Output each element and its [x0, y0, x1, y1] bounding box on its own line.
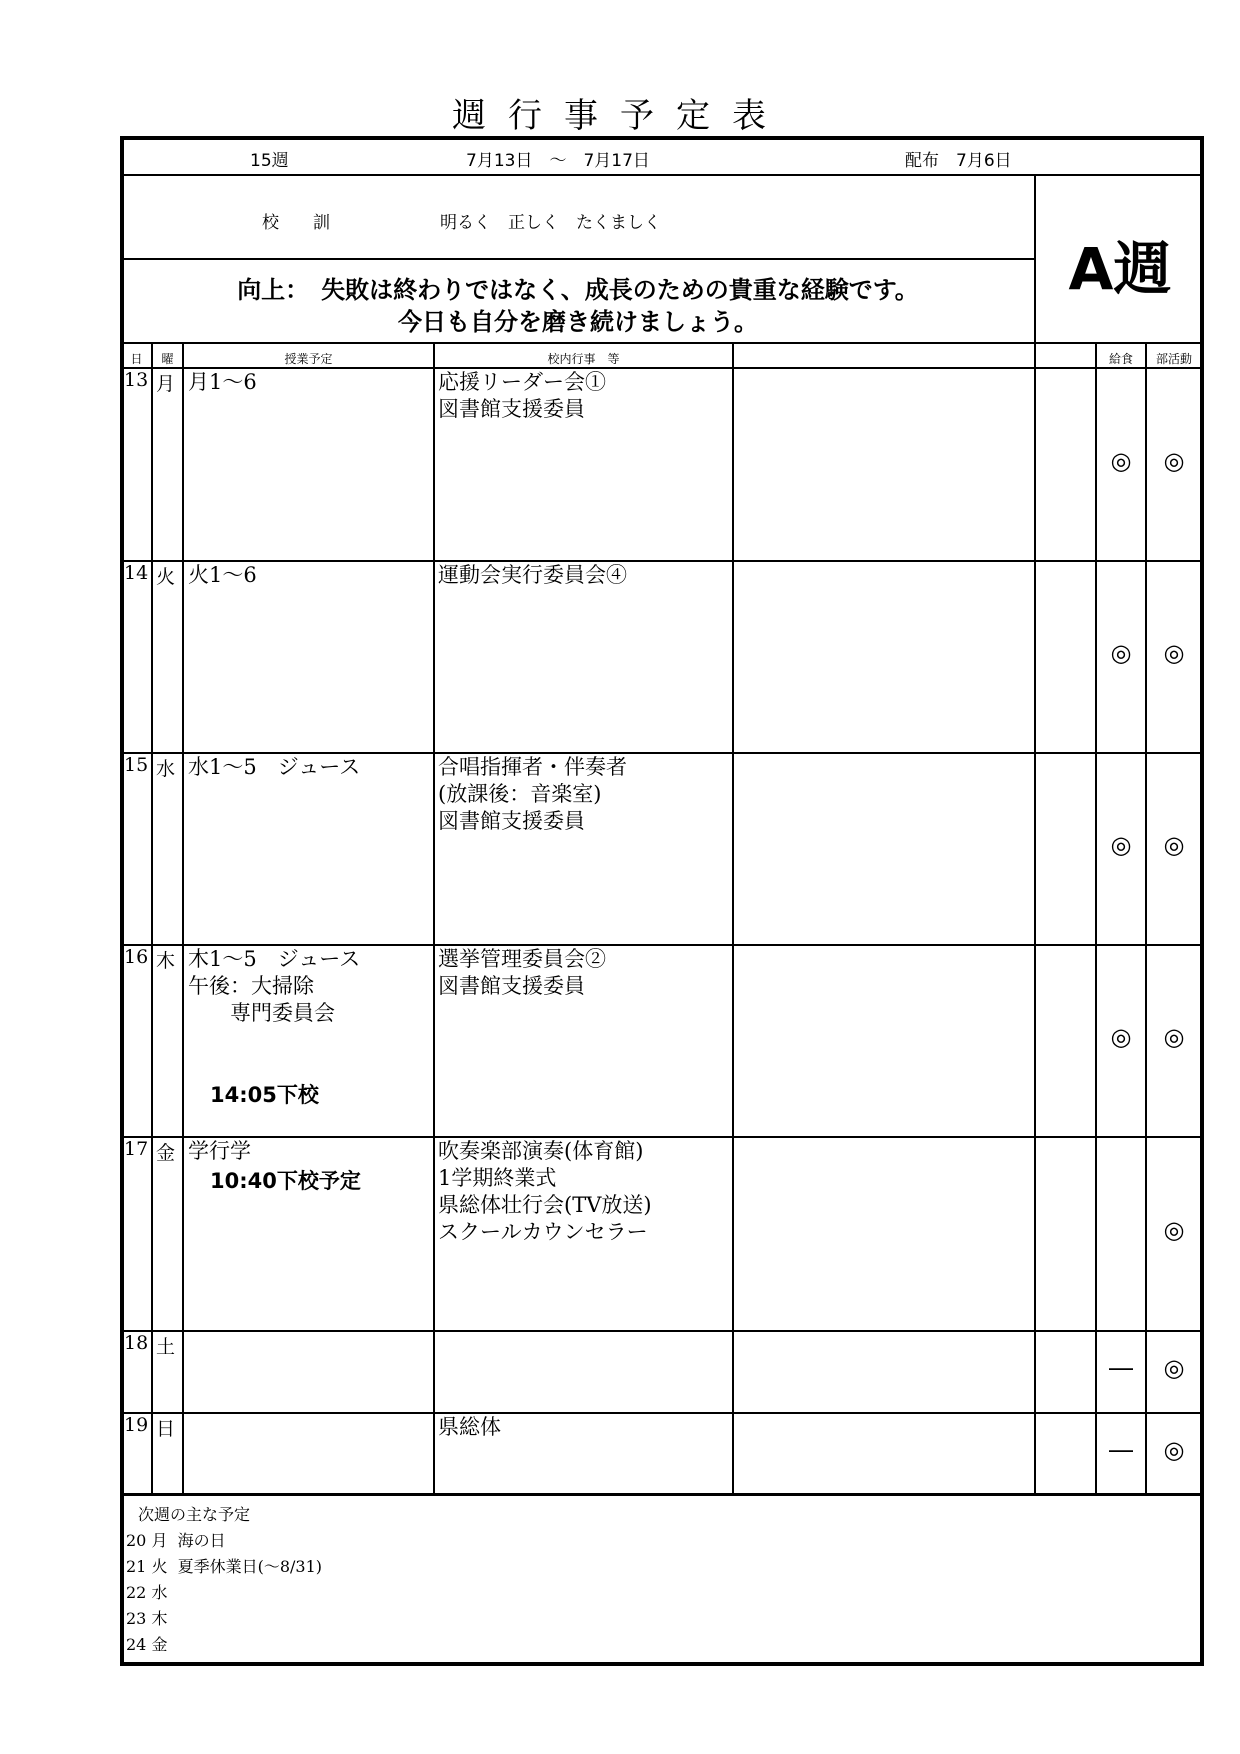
- day-number: 13: [124, 369, 149, 391]
- column-header-club: 部活動: [1155, 352, 1192, 366]
- column-header-day: 日: [130, 352, 143, 366]
- divider: [151, 342, 153, 1494]
- day-number: 15: [124, 754, 149, 776]
- distribution-date: 配布 7月6日: [905, 151, 1012, 171]
- motto-text: 明るく 正しく たくましく: [440, 213, 661, 233]
- divider: [182, 342, 184, 1494]
- next-week-item: 21 火 夏季休業日(〜8/31): [126, 1557, 323, 1576]
- day-number: 17: [124, 1138, 149, 1160]
- lunch-mark: ―: [1109, 1436, 1133, 1464]
- weekday: 火: [156, 566, 176, 588]
- week-type-badge: A週: [1068, 235, 1172, 303]
- club-mark: ◎: [1163, 1216, 1185, 1244]
- column-header-classes: 授業予定: [284, 352, 333, 366]
- weekday: 日: [156, 1418, 176, 1440]
- club-mark: ◎: [1163, 1023, 1185, 1051]
- lunch-mark: ◎: [1110, 831, 1132, 859]
- column-header-lunch: 給食: [1108, 352, 1133, 366]
- club-mark: ◎: [1163, 447, 1185, 475]
- page-title: 週行事予定表: [452, 96, 788, 136]
- weekday: 水: [156, 758, 176, 780]
- motto-label: 校 訓: [262, 213, 330, 233]
- day-number: 19: [124, 1414, 149, 1436]
- class-note: 10:40下校予定: [210, 1169, 361, 1193]
- column-header-events: 校内行事 等: [547, 352, 620, 366]
- divider: [120, 367, 1204, 369]
- weekday: 木: [156, 950, 176, 972]
- club-mark: ◎: [1163, 831, 1185, 859]
- divider: [120, 560, 1204, 562]
- school-events: 運動会実行委員会④: [438, 563, 627, 587]
- divider: [120, 1412, 1204, 1414]
- divider: [1095, 342, 1097, 1494]
- divider: [120, 1136, 1204, 1138]
- school-events: 選挙管理委員会② 図書館支援委員: [438, 947, 606, 998]
- day-number: 18: [124, 1332, 149, 1354]
- next-week-item: 24 金: [126, 1635, 178, 1654]
- week-number: 15週: [250, 151, 289, 171]
- divider: [120, 258, 1036, 260]
- divider: [1145, 342, 1147, 1494]
- message-line-2: 今日も自分を磨き続けましょう。: [398, 308, 758, 336]
- school-events: 応援リーダー会① 図書館支援委員: [438, 370, 606, 421]
- divider: [120, 174, 1204, 176]
- weekday: 土: [156, 1336, 176, 1358]
- lunch-mark: ◎: [1110, 639, 1132, 667]
- divider: [120, 1330, 1204, 1332]
- week-period: 7月13日 〜 7月17日: [466, 151, 650, 171]
- next-week-item: 20 月 海の日: [126, 1531, 226, 1550]
- day-number: 14: [124, 562, 149, 584]
- divider: [732, 342, 734, 1494]
- divider: [1034, 342, 1036, 1494]
- class-schedule: 火1〜6: [188, 563, 257, 587]
- divider: [120, 342, 1204, 344]
- column-header-weekday: 曜: [161, 352, 174, 366]
- divider: [120, 1493, 1204, 1496]
- class-schedule: 月1〜6: [188, 370, 257, 394]
- club-mark: ◎: [1163, 1354, 1185, 1382]
- school-events: 県総体: [438, 1415, 501, 1439]
- next-week-item: 23 木: [126, 1609, 178, 1628]
- day-number: 16: [124, 946, 149, 968]
- lunch-mark: ―: [1109, 1354, 1133, 1382]
- class-note: 14:05下校: [210, 1083, 319, 1107]
- next-week-heading: 次週の主な予定: [138, 1505, 251, 1524]
- lunch-mark: ◎: [1110, 1023, 1132, 1051]
- class-schedule: 木1〜5 ジュース 午後：大掃除 専門委員会: [188, 947, 361, 1025]
- club-mark: ◎: [1163, 639, 1185, 667]
- divider: [433, 342, 435, 1494]
- message-line-1: 向上： 失敗は終わりではなく、成長のための貴重な経験です。: [237, 276, 919, 304]
- club-mark: ◎: [1163, 1436, 1185, 1464]
- school-events: 合唱指揮者・伴奏者 (放課後：音楽室) 図書館支援委員: [438, 755, 627, 833]
- weekday: 月: [156, 373, 176, 395]
- school-events: 吹奏楽部演奏(体育館) 1学期終業式 県総体壮行会(TV放送) スクールカウンセラー: [438, 1139, 652, 1244]
- weekday: 金: [156, 1142, 176, 1164]
- class-schedule: 学行学: [188, 1139, 251, 1163]
- next-week-item: 22 水: [126, 1583, 178, 1602]
- class-schedule: 水1〜5 ジュース: [188, 755, 361, 779]
- lunch-mark: ◎: [1110, 447, 1132, 475]
